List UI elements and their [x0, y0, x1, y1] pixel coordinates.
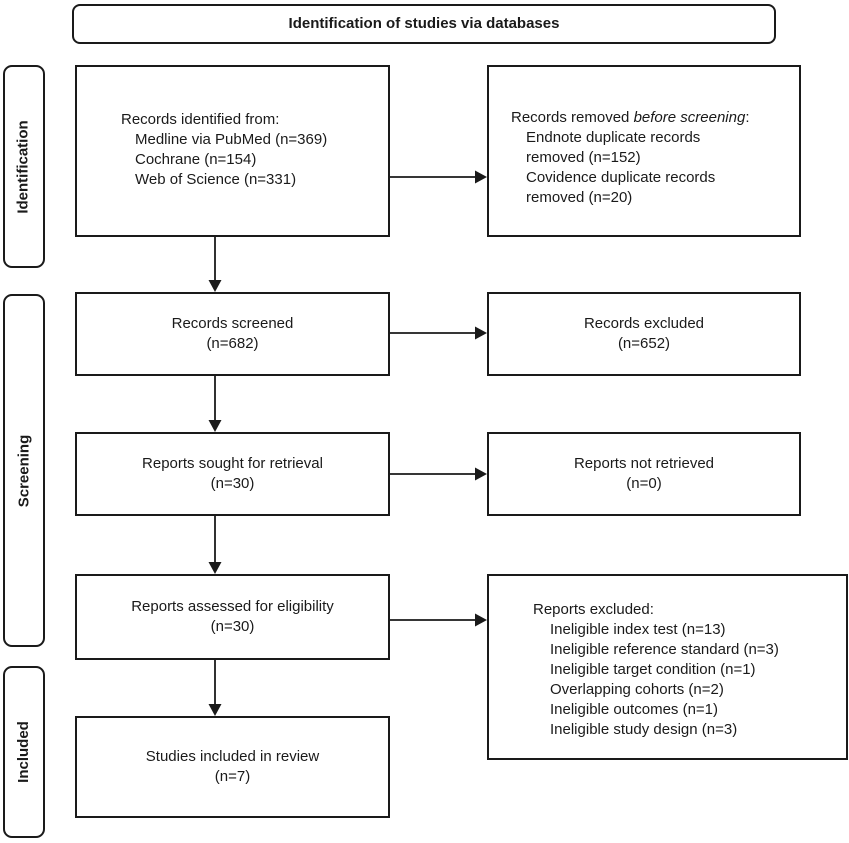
arrow-screened-to-sought: [209, 376, 222, 432]
list-item: Ineligible outcomes (n=1): [550, 701, 719, 718]
box-records-excluded: [487, 292, 801, 376]
arrow-identified-to-screened: [209, 237, 222, 292]
box-reports-sought: [75, 432, 390, 516]
reports-not-retrieved-line1: Reports not retrieved: [573, 455, 715, 472]
list-item: Ineligible reference standard (n=3): [550, 641, 779, 658]
box-studies-included: [75, 716, 390, 818]
reports-sought-line2: (n=30): [210, 475, 255, 492]
stage-included-label: Included: [15, 721, 33, 783]
stage-screening: [3, 294, 45, 647]
reports-excluded-items: [533, 620, 838, 740]
diagram-title-box: [72, 4, 776, 44]
list-item: Web of Science (n=331): [135, 171, 297, 188]
stage-screening-label: Screening: [15, 434, 32, 507]
stage-identification: [3, 65, 45, 268]
list-item: Endnote duplicate records removed (n=152): [526, 129, 701, 166]
arrow-sought-to-assessed: [209, 516, 222, 574]
records-screened-line1: Records screened: [171, 315, 294, 332]
box-reports-not-retrieved: [487, 432, 801, 516]
records-removed-heading-prefix: Records removed: [511, 109, 634, 126]
records-removed-heading-suffix: :: [745, 109, 750, 126]
reports-assessed-line2: (n=30): [210, 618, 255, 635]
arrow-assessed-to-reports-excluded: [390, 614, 487, 627]
list-item: Ineligible target condition (n=1): [550, 661, 756, 678]
records-identified-items: [121, 130, 380, 190]
box-records-screened: [75, 292, 390, 376]
studies-included-line2: (n=7): [214, 768, 251, 785]
arrow-identified-to-removed: [390, 171, 487, 184]
list-item: Cochrane (n=154): [135, 151, 257, 168]
box-records-identified: [75, 65, 390, 237]
box-records-removed: [487, 65, 801, 237]
arrow-screened-to-excluded: [390, 327, 487, 340]
reports-not-retrieved-line2: (n=0): [626, 475, 662, 492]
studies-included-line1: Studies included in review: [145, 748, 320, 765]
arrow-assessed-to-included: [209, 660, 222, 716]
diagram-title: Identification of studies via databases: [288, 15, 560, 32]
list-item: Overlapping cohorts (n=2): [550, 681, 724, 698]
box-reports-excluded: [487, 574, 848, 760]
arrow-sought-to-not-retrieved: [390, 468, 487, 481]
reports-assessed-line1: Reports assessed for eligibility: [131, 598, 334, 615]
box-reports-assessed: [75, 574, 390, 660]
reports-excluded-heading: Reports excluded:: [533, 601, 654, 618]
records-identified-heading: Records identified from:: [121, 111, 280, 128]
list-item: Medline via PubMed (n=369): [135, 131, 328, 148]
records-excluded-line1: Records excluded: [583, 315, 705, 332]
records-screened-line2: (n=682): [206, 335, 259, 352]
records-removed-items: [511, 128, 791, 208]
list-item: Ineligible index test (n=13): [550, 621, 726, 638]
stage-included: [3, 666, 45, 838]
records-removed-heading-emphasis: before screening: [633, 109, 746, 126]
list-item: Covidence duplicate records removed (n=20): [526, 169, 716, 206]
stage-identification-label: Identification: [15, 119, 32, 214]
list-item: Ineligible study design (n=3): [550, 721, 738, 738]
records-removed-heading: [511, 108, 791, 128]
reports-sought-line1: Reports sought for retrieval: [142, 455, 323, 472]
records-excluded-line2: (n=652): [617, 335, 671, 352]
